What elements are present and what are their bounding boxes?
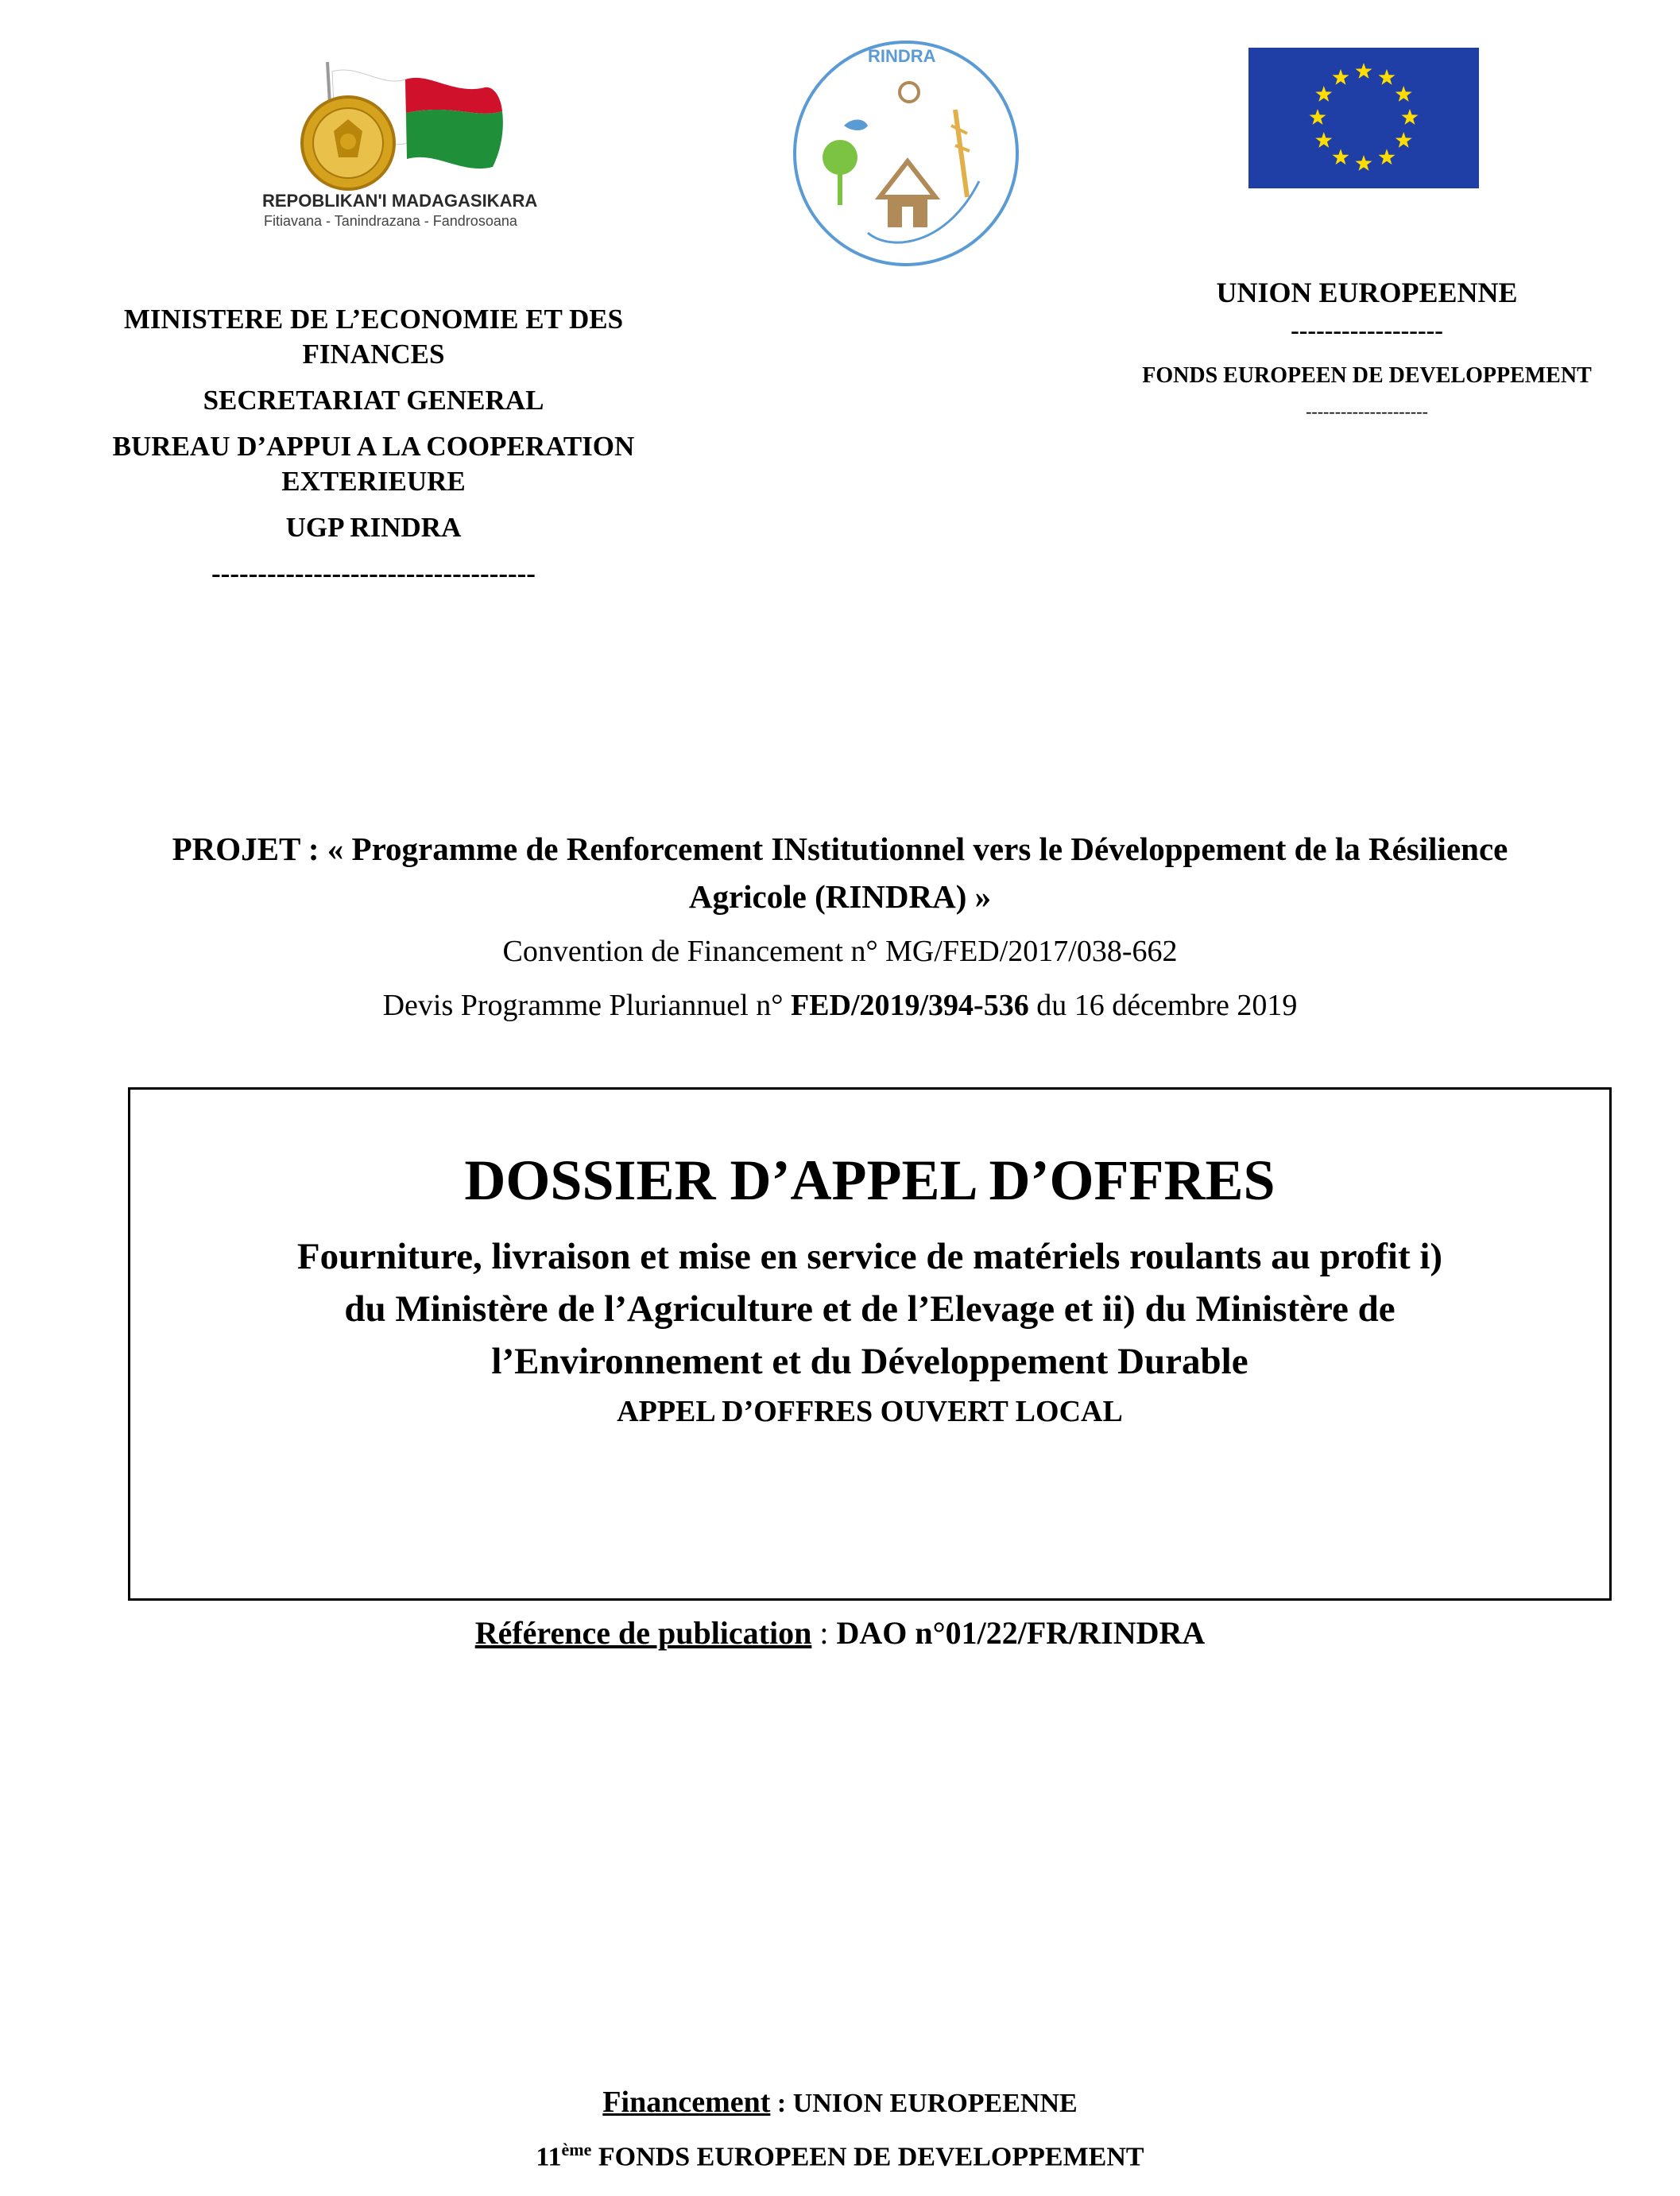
dao-mode: APPEL D’OFFRES OUVERT LOCAL [617,1395,1123,1428]
ministry-header [56,302,691,591]
bureau-line2: EXTERIEURE [281,466,466,497]
financement-value: UNION EUROPEENNE [792,2089,1078,2118]
fed-sup: ème [561,2140,592,2159]
reference-separator: : [811,1615,837,1651]
dao-subject-line2: du Ministère de l’Agriculture et de l’Elevage et ii) du Ministère de [344,1288,1395,1330]
ugp-rindra: UGP RINDRA [285,512,462,543]
dao-subject [154,1230,1585,1388]
dao-title: DOSSIER D’APPEL D’OFFRES [464,1148,1275,1212]
dao-subject-line3: l’Environnement et du Développement Durable [491,1341,1248,1382]
rindra-seal-icon [788,38,1024,269]
fonds-europeen-label: FONDS EUROPEEN DE DEVELOPPEMENT [1142,363,1592,388]
bureau-line1: BUREAU D’APPUI A LA COOPERATION [112,431,635,462]
devis-suffix: du 16 décembre 2019 [1028,989,1298,1022]
dao-subject-line1: Fourniture, livraison et mise en service de matériels roulants au profit i) [296,1236,1443,1277]
ministry-line1: MINISTERE DE L’ECONOMIE ET DES [123,304,624,335]
financement-line [0,2079,1680,2127]
project-title-line1: PROJET : « Programme de Renforcement INstitutionnel vers le Développement de la Résilience [172,831,1508,867]
union-europeenne-title: UNION EUROPEENNE [1216,277,1518,308]
rindra-logo [788,38,1024,269]
financement-label: Financement [602,2086,771,2119]
madagascar-emblem-logo [254,56,548,238]
devis-number: FED/2019/394-536 [790,989,1029,1022]
ministry-line2: FINANCES [302,339,445,370]
project-block [32,825,1648,1025]
devis-programme [32,986,1648,1025]
fed-text: FONDS EUROPEEN DE DEVELOPPEMENT [591,2142,1144,2172]
eu-header [1105,274,1629,424]
eu-separator-1: ------------------ [1291,316,1443,344]
emblem-text-line1: REPOBLIKAN'I MADAGASIKARA [262,191,538,211]
reference-value: DAO n°01/22/FR/RINDRA [836,1615,1206,1651]
left-header-separator: ----------------------------------- [211,558,536,589]
financement-block [0,2079,1680,2180]
fed-number: 11 [536,2142,562,2172]
reference-label: Référence de publication [474,1615,812,1651]
eu-flag-logo [1248,48,1479,188]
financement-separator: : [770,2089,793,2118]
eu-separator-2: --------------------- [1306,401,1428,421]
dao-title-box [128,1087,1612,1601]
secretariat-general: SECRETARIAT GENERAL [203,385,544,416]
publication-reference [0,1611,1680,1656]
rindra-logo-text: RINDRA [868,46,936,66]
fed-line [0,2127,1680,2180]
devis-prefix: Devis Programme Pluriannuel n° [382,989,791,1022]
madagascar-flag-seal-icon [254,56,548,238]
convention-financement: Convention de Financement n° MG/FED/2017/038-662 [502,935,1178,968]
eu-stars-icon [1248,48,1479,188]
emblem-text-line2: Fitiavana - Tanindrazana - Fandrosoana [264,213,517,229]
project-title-line2: Agricole (RINDRA) » [688,878,992,915]
